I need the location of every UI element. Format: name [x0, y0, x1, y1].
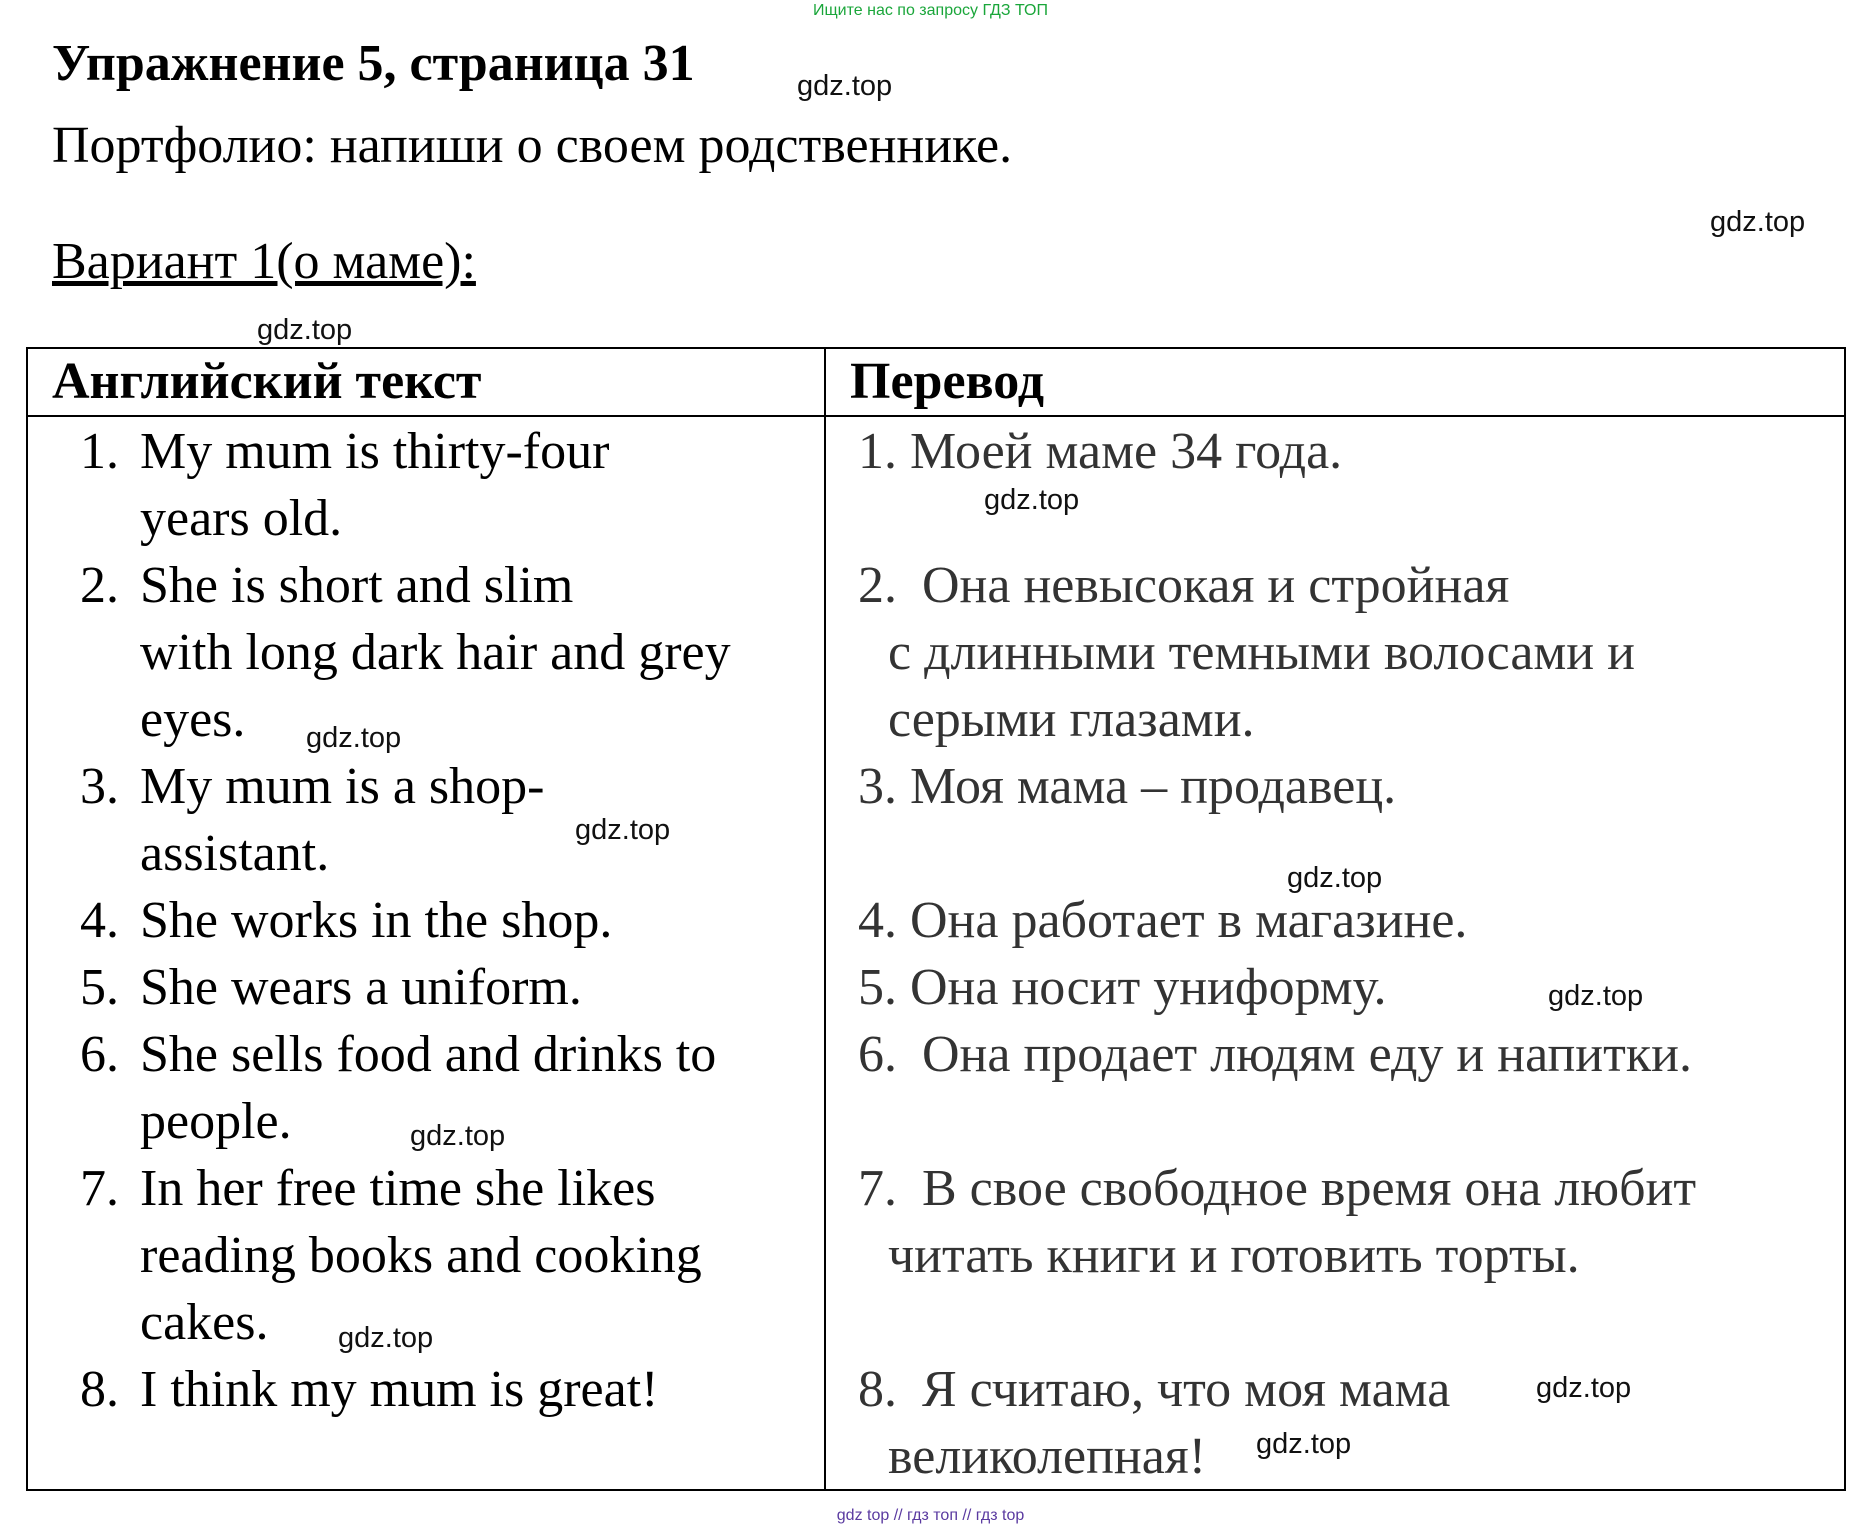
- russian-line: Моя мама – продавец.: [910, 758, 1397, 815]
- english-line: She works in the shop.: [140, 892, 613, 949]
- english-line: I think my mum is great!: [140, 1361, 659, 1418]
- russian-num: 6.: [858, 1026, 897, 1083]
- russian-num: 8.: [858, 1361, 897, 1418]
- watermark: gdz.top: [257, 314, 353, 346]
- watermark: gdz.top: [306, 722, 402, 754]
- russian-num: 3.: [858, 758, 897, 815]
- column-divider: [824, 347, 826, 1491]
- russian-num: 7.: [858, 1160, 897, 1217]
- watermark: gdz.top: [575, 814, 671, 846]
- english-num: 3.: [80, 758, 119, 815]
- watermark: gdz.top: [797, 70, 893, 102]
- page-title: Упражнение 5, страница 31: [52, 35, 695, 92]
- header-english: Английский текст: [52, 353, 482, 410]
- russian-num: 1.: [858, 423, 897, 480]
- english-line: people.: [140, 1093, 292, 1150]
- watermark: gdz.top: [984, 484, 1080, 516]
- russian-line: серыми глазами.: [888, 691, 1255, 748]
- top-banner: Ищите нас по запросу ГДЗ ТОП: [813, 2, 1048, 19]
- footer-links: gdz top // гдз топ // гдз top: [836, 1507, 1025, 1524]
- english-line: She is short and slim: [140, 557, 574, 614]
- english-line: with long dark hair and grey: [140, 624, 731, 681]
- english-num: 8.: [80, 1361, 119, 1418]
- russian-line: Она невысокая и стройная: [922, 557, 1510, 614]
- english-num: 2.: [80, 557, 119, 614]
- english-line: assistant.: [140, 825, 330, 882]
- watermark: gdz.top: [1256, 1428, 1352, 1460]
- russian-line: Я считаю, что моя мама: [922, 1361, 1451, 1418]
- watermark: gdz.top: [1536, 1372, 1632, 1404]
- english-line: She sells food and drinks to: [140, 1026, 717, 1083]
- english-num: 4.: [80, 892, 119, 949]
- english-num: 5.: [80, 959, 119, 1016]
- russian-line: великолепная!: [888, 1428, 1207, 1485]
- header-translation: Перевод: [850, 353, 1045, 410]
- english-num: 7.: [80, 1160, 119, 1217]
- watermark: gdz.top: [1287, 862, 1383, 894]
- watermark: gdz.top: [338, 1322, 434, 1354]
- variant-heading: Вариант 1(о маме):: [52, 233, 476, 290]
- english-line: reading books and cooking: [140, 1227, 702, 1284]
- english-line: cakes.: [140, 1294, 269, 1351]
- english-line: years old.: [140, 490, 343, 547]
- watermark: gdz.top: [1710, 206, 1806, 238]
- english-line: In her free time she likes: [140, 1160, 656, 1217]
- english-num: 1.: [80, 423, 119, 480]
- russian-line: Она продает людям еду и напитки.: [922, 1026, 1692, 1083]
- russian-line: читать книги и готовить торты.: [888, 1227, 1580, 1284]
- russian-line: В свое свободное время она любит: [922, 1160, 1697, 1217]
- english-num: 6.: [80, 1026, 119, 1083]
- watermark: gdz.top: [1548, 980, 1644, 1012]
- russian-num: 2.: [858, 557, 897, 614]
- russian-line: с длинными темными волосами и: [888, 624, 1635, 681]
- russian-line: Она носит униформу.: [910, 959, 1387, 1016]
- english-line: She wears a uniform.: [140, 959, 582, 1016]
- task-description: Портфолио: напиши о своем родственнике.: [52, 117, 1013, 174]
- header-divider: [26, 415, 1846, 417]
- english-line: My mum is thirty-four: [140, 423, 610, 480]
- russian-num: 5.: [858, 959, 897, 1016]
- watermark: gdz.top: [410, 1120, 506, 1152]
- russian-num: 4.: [858, 892, 897, 949]
- english-line: eyes.: [140, 691, 246, 748]
- russian-line: Она работает в магазине.: [910, 892, 1468, 949]
- russian-line: Моей маме 34 года.: [910, 423, 1343, 480]
- english-line: My mum is a shop-: [140, 758, 545, 815]
